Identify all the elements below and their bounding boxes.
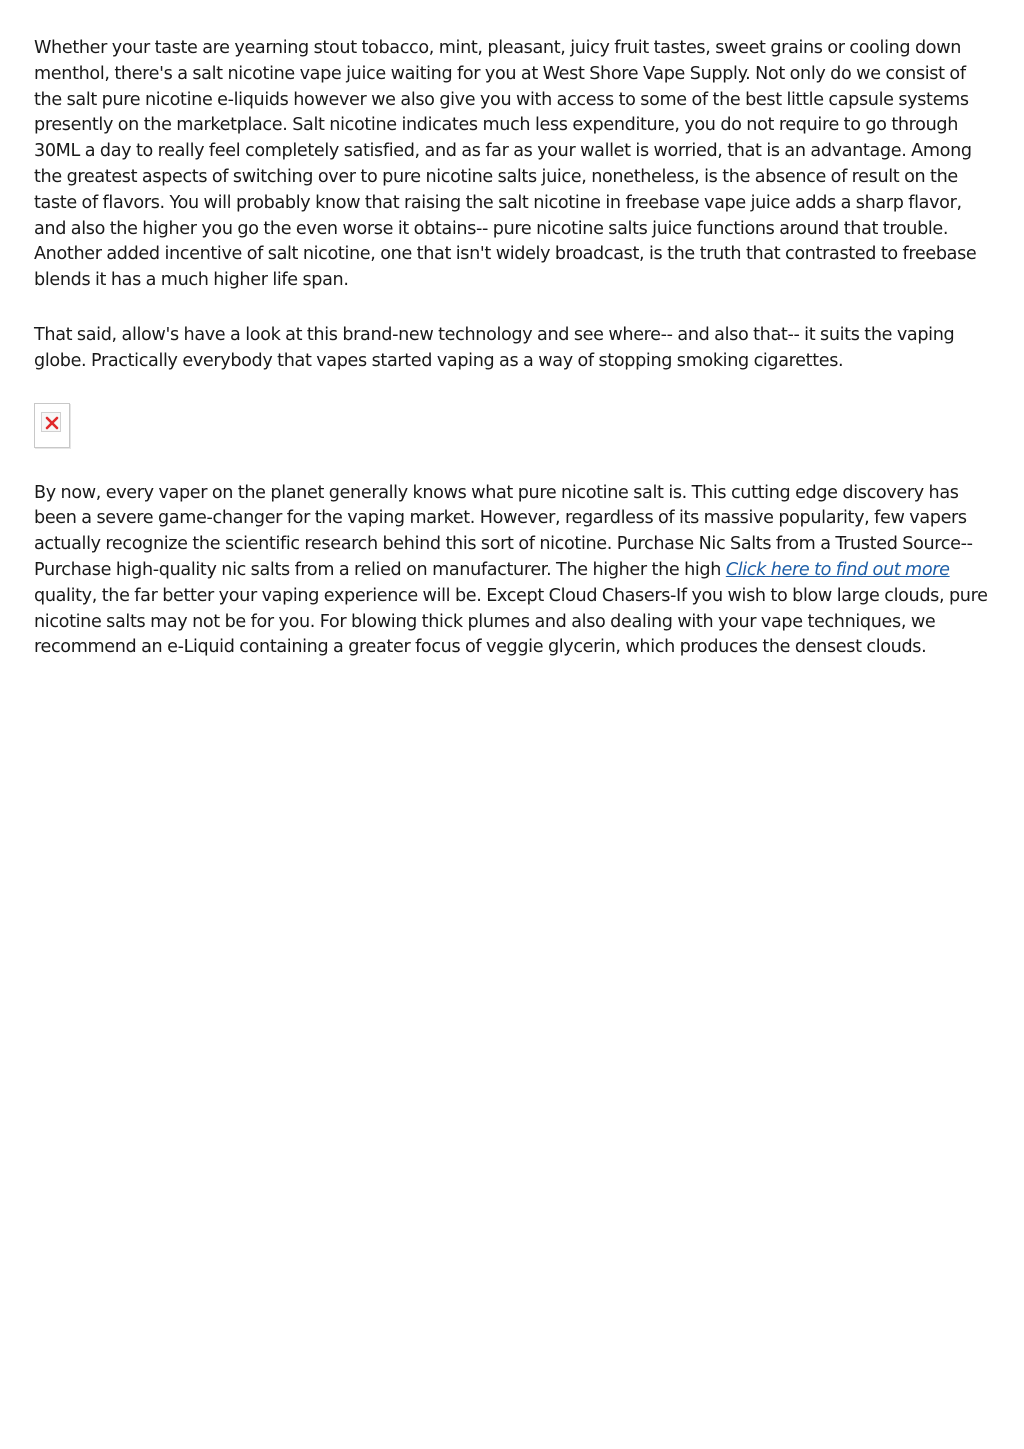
find-out-more-link[interactable]: Click here to find out more	[725, 559, 950, 580]
broken-image-placeholder	[34, 403, 70, 448]
paragraph-overview: That said, allow's have a look at this brand-new technology and see where-- and also that-- it suits the vaping globe. Practically everybody that vapes started vaping as a way of stopping smoking cigarettes.	[34, 324, 955, 371]
paragraph-details-start: By now, every vaper on the planet generally knows what pure nicotine salt is. This cutting edge discovery has been a severe game-changer for the vaping market. However, regardless of its massive popularity, few vapers actually recognize the scientific research behind this sort of nicotine. Purchase Nic Salts from a Trusted Source-- Purchase high-quality nic salts from a relied on manufacturer. The higher the high	[34, 482, 973, 580]
paragraph-details	[34, 481, 994, 662]
document-body	[34, 36, 994, 661]
paragraph-details-end: quality, the far better your vaping experience will be. Except Cloud Chasers-If you wish to blow large clouds, pure nicotine salts may not be for you. For blowing thick plumes and also dealing with your vape techniques, we recommend an e-Liquid containing a greater focus of veggie glycerin, which produces the densest clouds.	[34, 585, 988, 658]
paragraph-intro: Whether your taste are yearning stout tobacco, mint, pleasant, juicy fruit tastes, sweet grains or cooling down menthol, there's a salt nicotine vape juice waiting for you at West Shore Vape Supply. Not only do we consist of the salt pure nicotine e-liquids however we also give you with access to some of the best little capsule systems presently on the marketplace. Salt nicotine indicates much less expenditure, you do not require to go through 30ML a day to really feel completely satisfied, and as far as your wallet is worried, that is an advantage. Among the greatest aspects of switching over to pure nicotine salts juice, nonetheless, is the absence of result on the taste of flavors. You will probably know that raising the salt nicotine in freebase vape juice adds a sharp flavor, and also the higher you go the even worse it obtains-- pure nicotine salts juice functions around that trouble. Another added incentive of salt nicotine, one that isn't widely broadcast, is the truth that contrasted to freebase blends it has a much higher life span.	[34, 38, 977, 291]
broken-image-icon	[41, 412, 61, 432]
close-x-icon	[45, 416, 59, 430]
